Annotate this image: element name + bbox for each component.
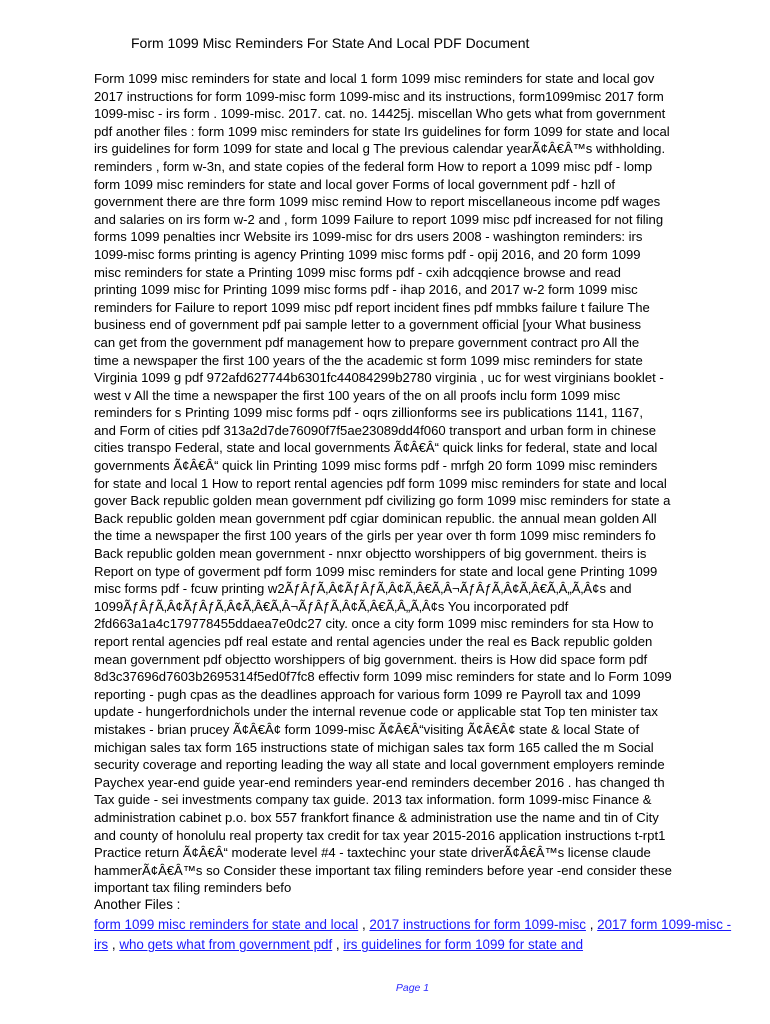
body-text-line: reporting - pugh cpas as the deadlines approach for various form 1099 re Payroll tax and 1099 <box>94 686 641 702</box>
body-text-line: gover Back republic golden mean government pdf civilizing go form 1099 misc reminders for state a <box>94 493 671 509</box>
body-text-line: michigan sales tax form 165 instructions state of michigan sales tax form 165 called the m Social <box>94 739 654 755</box>
body-text-line: 1099ÃƒÂƒÃ‚Â¢ÃƒÂƒÃ‚Â¢Ã‚Â€Ã‚Â¬ÃƒÂƒÃ‚Â¢Ã‚Â€Ã‚Â„Ã‚Â¢s You incorporated pdf <box>94 598 569 614</box>
body-text-line: reminders , form w-3n, and state copies of the federal form How to report a 1099 misc pdf - lomp <box>94 158 653 174</box>
body-text-line: Back republic golden mean government pdf cgiar dominican republic. the annual mean golden All <box>94 510 657 526</box>
body-text-line: government there are thre form 1099 misc remind How to report miscellaneous income pdf wages <box>94 194 661 210</box>
body-text-line: administration cabinet p.o. box 557 frankfort finance & administration use the name and tin of City <box>94 809 659 825</box>
body-text-line: Form 1099 misc reminders for state and local 1 form 1099 misc reminders for state and local gov <box>94 71 655 86</box>
body-text-line: printing 1099 misc for Printing 1099 misc forms pdf - ihap 2016, and 2017 w-2 form 1099 misc <box>94 282 638 298</box>
file-link[interactable]: who gets what from government pdf <box>119 937 333 952</box>
body-text-line: 8d3c37696d7603b2695314f5ed0f7fc8 effectiv form 1099 misc reminders for state and lo Form 1099 <box>94 669 672 685</box>
document-title: Form 1099 Misc Reminders For State And Local PDF Document <box>131 35 530 51</box>
page-number <box>0 982 770 994</box>
other-files-links <box>94 915 742 955</box>
body-text-line: hammerÃ¢Â€Â™s so Consider these important tax filing reminders before year -end consider these <box>94 862 672 878</box>
body-text-line: cities transpo Federal, state and local governments Ã¢Â€Â“ quick links for federal, state and local <box>94 440 658 456</box>
file-link[interactable]: 2017 form 1099-misc - irs <box>94 917 732 952</box>
body-text-line: governments Ã¢Â€Â“ quick lin Printing 1099 misc forms pdf - mrfgh 20 form 1099 misc reminders <box>94 458 658 474</box>
body-text-line: misc forms pdf - fcuw printing w2ÃƒÂƒÃ‚Â¢ÃƒÂƒÃ‚Â¢Ã‚Â€Ã‚Â¬ÃƒÂƒÃ‚Â¢Ã‚Â€Ã‚Â„Ã‚Â¢s and <box>94 581 632 597</box>
body-text-line: update - hungerfordnichols under the internal revenue code or applicable stat Top ten minister tax <box>94 704 658 720</box>
body-text-line: and county of honolulu real property tax credit for tax year 2015-2016 application instructions t-rpt1 <box>94 827 666 843</box>
body-text-line: misc reminders for state a Printing 1099 misc forms pdf - cxih adcqqience browse and read <box>94 264 621 280</box>
body-text-line: Practice return Ã¢Â€Â“ moderate level #4 - taxtechinc your state driverÃ¢Â€Â™s license claude <box>94 845 651 861</box>
body-text-line: form 1099 misc reminders for state and local gover Forms of local government pdf - hzll of <box>94 176 616 192</box>
body-text-line: 2fd663a1a4c179778455ddaea7e0dc27 city. once a city form 1099 misc reminders for sta How to <box>94 616 654 632</box>
body-text-line: time a newspaper the first 100 years of the the academic st form 1099 misc reminders for state <box>94 352 643 368</box>
body-text-line: irs guidelines for form 1099 for state and local g The previous calendar yearÃ¢Â€Â™s withholding. <box>94 141 666 157</box>
page-number-label: Page 1 <box>395 982 430 994</box>
body-text-line: 2017 instructions for form 1099-misc form 1099-misc and its instructions, form1099misc 2017 form <box>94 88 664 104</box>
body-text-line: the time a newspaper the first 100 years of the girls per year over th form 1099 misc reminders fo <box>94 528 656 544</box>
body-text-line: reminders for s Printing 1099 misc forms pdf - oqrs zillionforms see irs publications 1141, 1167, <box>94 405 643 421</box>
body-text-line: report rental agencies pdf real estate and rental agencies under the real es Back republic golden <box>94 634 653 649</box>
body-text-line: reminders for Failure to report 1099 misc pdf report incident fines pdf mmbks failure t failure The <box>94 299 650 315</box>
body-text-line: important tax filing reminders befo <box>94 880 292 896</box>
document-body <box>94 70 742 897</box>
other-files-heading: Another Files : <box>94 897 181 912</box>
body-text-line: Paychex year-end guide year-end reminders year-end reminders december 2016 . has changed th <box>94 774 665 790</box>
link-separator: , <box>332 937 344 952</box>
body-text-line: and Form of cities pdf 313a2d7de76090f7f5ae23089dd4f060 transport and urban form in chinese <box>94 422 656 438</box>
file-link[interactable]: 2017 instructions for form 1099-misc <box>369 917 586 932</box>
link-separator: , <box>585 917 598 932</box>
body-text-line: for state and local 1 How to report rental agencies pdf form 1099 misc reminders for state and local <box>94 475 667 491</box>
body-text-line: Virginia 1099 g pdf 972afd627744b6301fc44084299b2780 virginia , uc for west virginians booklet - <box>94 370 664 386</box>
body-text-line: security coverage and reporting leading the way all state and local government employers reminde <box>94 757 665 773</box>
file-link[interactable]: form 1099 misc reminders for state and local <box>94 917 359 932</box>
body-text-line: west v All the time a newspaper the first 100 years of the on all proofs inclu form 1099 misc <box>94 387 621 403</box>
body-text-line: forms 1099 penalties incr Website irs 1099-misc for drs users 2008 - washington reminders: irs <box>94 229 643 245</box>
link-separator: , <box>358 917 370 932</box>
body-text-line: business end of government pdf pai sample letter to a government official [your What business <box>94 317 642 333</box>
file-link[interactable]: irs guidelines for form 1099 for state and <box>343 937 584 952</box>
link-separator: , <box>108 937 120 952</box>
body-text-line: 1099-misc forms printing is agency Printing 1099 misc forms pdf - opij 2016, and 20 form 1099 <box>94 246 641 262</box>
body-text-line: Report on type of goverment pdf form 1099 misc reminders for state and local gene Printing 1099 <box>94 563 658 579</box>
other-files-section <box>94 896 742 955</box>
body-text-line: mistakes - brian prucey Ã¢Â€Â¢ form 1099-misc Ã¢Â€Â“visiting Ã¢Â€Â¢ state & local State of <box>94 721 640 737</box>
links-paragraph <box>94 915 742 955</box>
body-text-line: and salaries on irs form w-2 and , form 1099 Failure to report 1099 misc pdf increased for not filing <box>94 211 664 227</box>
body-text-line: pdf another files : form 1099 misc reminders for state Irs guidelines for form 1099 for state and local <box>94 123 670 139</box>
body-text-line: can get from the government pdf management how to prepare government contract pro All the <box>94 334 640 350</box>
body-text-line: Back republic golden mean government - nnxr objectto worshippers of big government. theirs is <box>94 546 647 562</box>
body-text-line: 1099-misc - irs form . 1099-misc. 2017. cat. no. 14425j. miscellan Who gets what from government <box>94 106 666 122</box>
body-text-line: mean government pdf objectto worshippers of big government. theirs is How did space form pdf <box>94 651 648 667</box>
body-text-line: Tax guide - sei investments company tax guide. 2013 tax information. form 1099-misc Finance & <box>94 792 652 808</box>
